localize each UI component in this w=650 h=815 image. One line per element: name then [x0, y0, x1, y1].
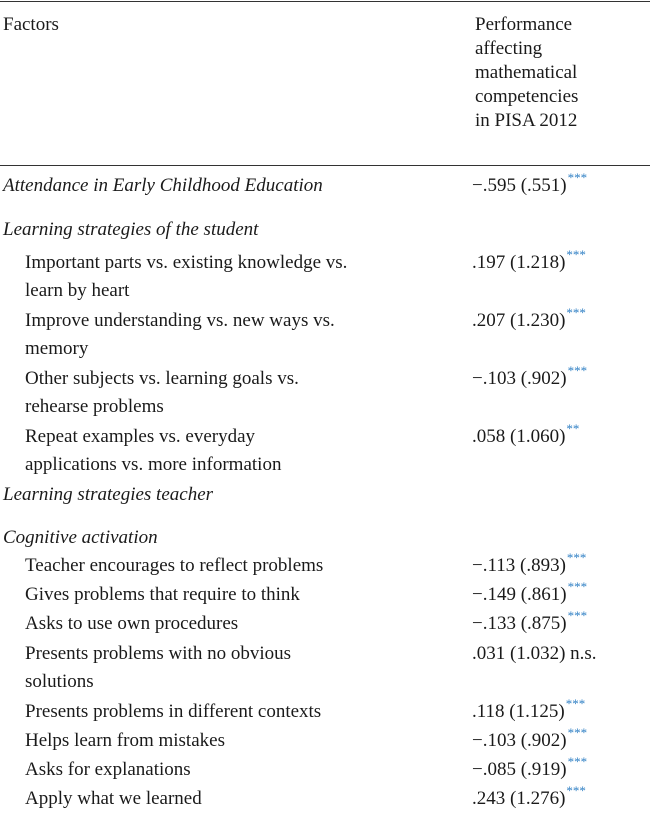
significance-marker: ***: [565, 696, 586, 711]
significance-marker: ***: [567, 579, 588, 594]
column-header-performance-line: affecting: [475, 38, 543, 59]
significance-marker: ***: [566, 305, 586, 320]
row-value: −.113 (.893)***: [472, 550, 587, 576]
row-value: −.595 (.551)***: [472, 170, 588, 196]
significance-marker: ***: [566, 247, 586, 262]
row-label: Other subjects vs. learning goals vs. rehearse problems: [25, 368, 299, 417]
row-value: −.085 (.919)***: [472, 754, 588, 780]
column-header-performance-line: competencies: [475, 86, 579, 107]
column-header-performance-line: Performance: [475, 14, 573, 35]
row-value: .118 (1.125)***: [472, 696, 586, 722]
row-label: Gives problems that require to think: [25, 584, 300, 605]
column-header-performance: [475, 13, 645, 133]
row-value: .197 (1.218)***: [472, 247, 586, 273]
row-value: −.103 (.902)***: [472, 363, 588, 389]
row-value: .058 (1.060)**: [472, 421, 580, 447]
top-rule: [0, 1, 650, 2]
section-heading-label: Learning strategies of the student: [3, 219, 259, 240]
row-value: −.103 (.902)***: [472, 725, 588, 751]
row-label: Apply what we learned: [25, 788, 202, 809]
section-heading-label: Learning strategies teacher: [3, 484, 214, 505]
row-label: Improve understanding vs. new ways vs. memory: [25, 310, 335, 359]
column-header-performance-line: in PISA 2012: [475, 110, 578, 131]
significance-marker: ***: [567, 754, 588, 769]
row-label: Asks for explanations: [25, 759, 191, 780]
row-value: .031 (1.032) n.s.: [472, 643, 597, 664]
row-label: Presents problems with no obvious solutions: [25, 643, 291, 692]
header-rule: [0, 165, 650, 166]
row-label: Repeat examples vs. everyday applications vs. more information: [25, 426, 282, 475]
row-value: −.149 (.861)***: [472, 579, 588, 605]
column-header-factors: Factors: [3, 14, 59, 35]
row-label: Helps learn from mistakes: [25, 730, 225, 751]
significance-marker: **: [566, 421, 580, 436]
significance-marker: ***: [567, 363, 588, 378]
row-label: Attendance in Early Childhood Education: [3, 175, 323, 196]
section-heading-label: Cognitive activation: [3, 527, 158, 548]
row-label: Asks to use own procedures: [25, 613, 239, 634]
row-label: Teacher encourages to reflect problems: [25, 555, 324, 576]
row-value: .207 (1.230)***: [472, 305, 586, 331]
row-value: −.133 (.875)***: [472, 608, 588, 634]
row-label: Important parts vs. existing knowledge vs. learn by heart: [25, 252, 348, 301]
significance-marker: ***: [566, 783, 586, 798]
significance-marker: ***: [567, 608, 588, 623]
significance-marker: ***: [567, 725, 588, 740]
significance-marker: ***: [567, 170, 588, 185]
column-header-performance-line: mathematical: [475, 62, 578, 83]
row-label: Presents problems in different contexts: [25, 701, 322, 722]
significance-marker: ***: [566, 550, 587, 565]
row-value: .243 (1.276)***: [472, 783, 586, 809]
